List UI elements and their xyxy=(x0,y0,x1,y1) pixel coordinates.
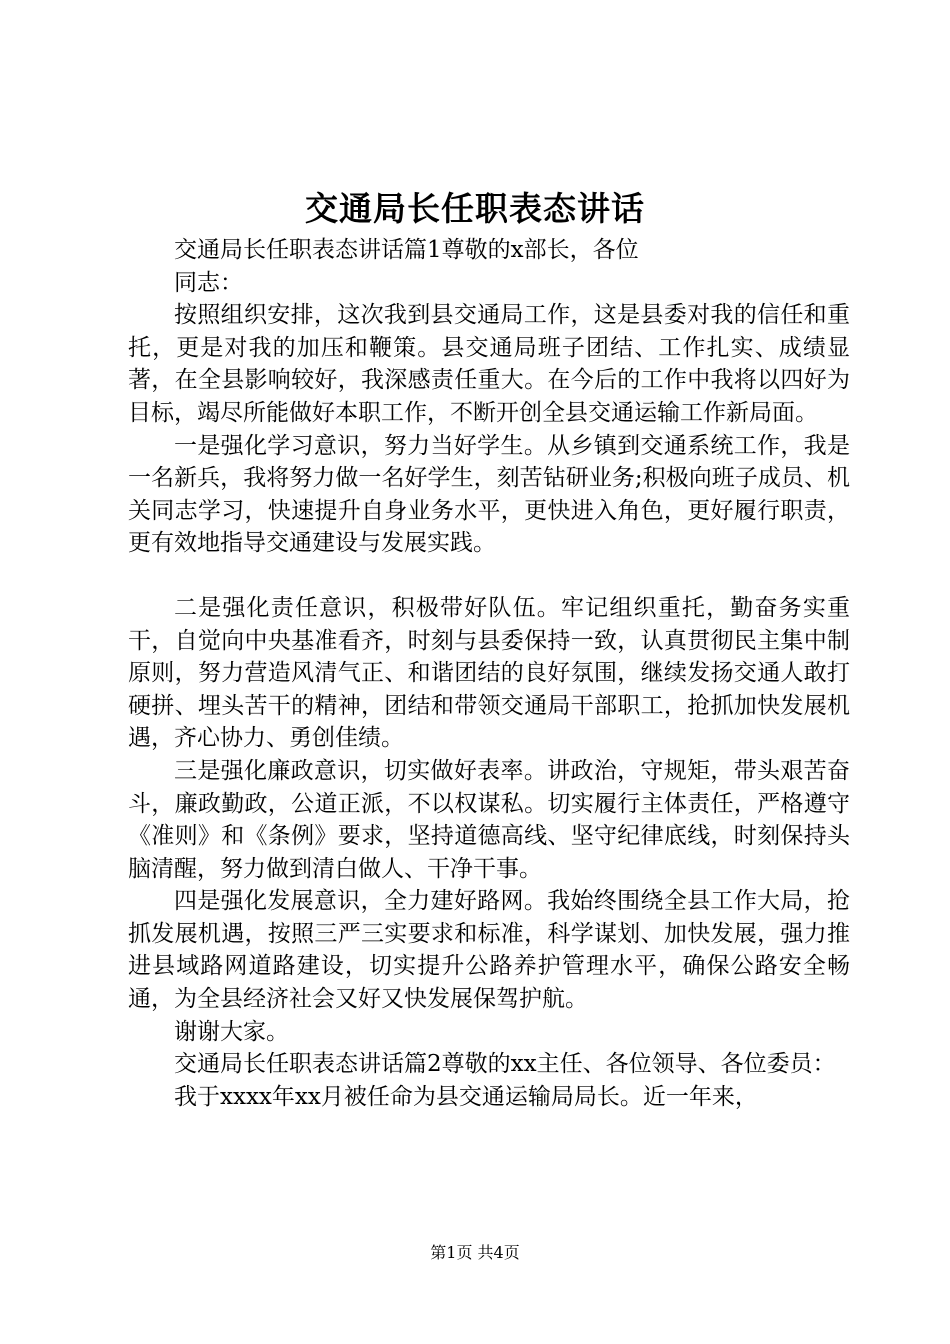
paragraph-spacer xyxy=(128,560,850,592)
document-body xyxy=(128,234,850,1113)
page-number-footer: 第1页 共4页 xyxy=(430,1243,520,1262)
paragraph-point-one: 一是强化学习意识，努力当好学生。从乡镇到交通系统工作，我是一名新兵，我将努力做一名好学生，刻苦钻研业务;积极向班子成员、机关同志学习，快速提升自身业务水平，更快进入角色，更好履行职责，更有效地指导交通建设与发展实践。 xyxy=(128,432,850,557)
paragraph-point-three: 三是强化廉政意识，切实做好表率。讲政治，守规矩，带头艰苦奋斗，廉政勤政，公道正派，不以权谋私。切实履行主体责任，严格遵守《准则》和《条例》要求，坚持道德高线、坚守纪律底线，时刻保持头脑清醒，努力做到清白做人、干净干事。 xyxy=(128,757,850,882)
paragraph-opening: 按照组织安排，这次我到县交通局工作，这是县委对我的信任和重托，更是对我的加压和鞭策。县交通局班子团结、工作扎实、成绩显著，在全县影响较好，我深感责任重大。在今后的工作中我将以四好为目标，竭尽所能做好本职工作，不断开创全县交通运输工作新局面。 xyxy=(128,302,850,426)
paragraph-speech-two-start: 我于xxxx年xx月被任命为县交通运输局局长。近一年来， xyxy=(174,1083,758,1110)
paragraph-intro: 交通局长任职表态讲话篇1尊敬的x部长，各位 xyxy=(174,237,639,263)
paragraph-thanks: 谢谢大家。 xyxy=(174,1018,289,1045)
document-title: 交通局长任职表态讲话 xyxy=(305,189,645,228)
paragraph-salutation: 同志： xyxy=(174,269,243,296)
paragraph-point-four: 四是强化发展意识，全力建好路网。我始终围绕全县工作大局，抢抓发展机遇，按照三严三实要求和标准，科学谋划、加快发展，强力推进县域路网道路建设，切实提升公路养护管理水平，确保公路安全畅通，为全县经济社会又好又快发展保驾护航。 xyxy=(128,888,850,1013)
paragraph-point-two: 二是强化责任意识，积极带好队伍。牢记组织重托，勤奋务实重干，自觉向中央基准看齐，时刻与县委保持一致，认真贯彻民主集中制原则，努力营造风清气正、和谐团结的良好氛围，继续发扬交通人敢打硬拼、埋头苦干的精神，团结和带领交通局干部职工，抢抓加快发展机遇，齐心协力、勇创佳绩。 xyxy=(128,594,850,752)
paragraph-speech-two-intro: 交通局长任职表态讲话篇2尊敬的xx主任、各位领导、各位委员： xyxy=(174,1051,836,1078)
